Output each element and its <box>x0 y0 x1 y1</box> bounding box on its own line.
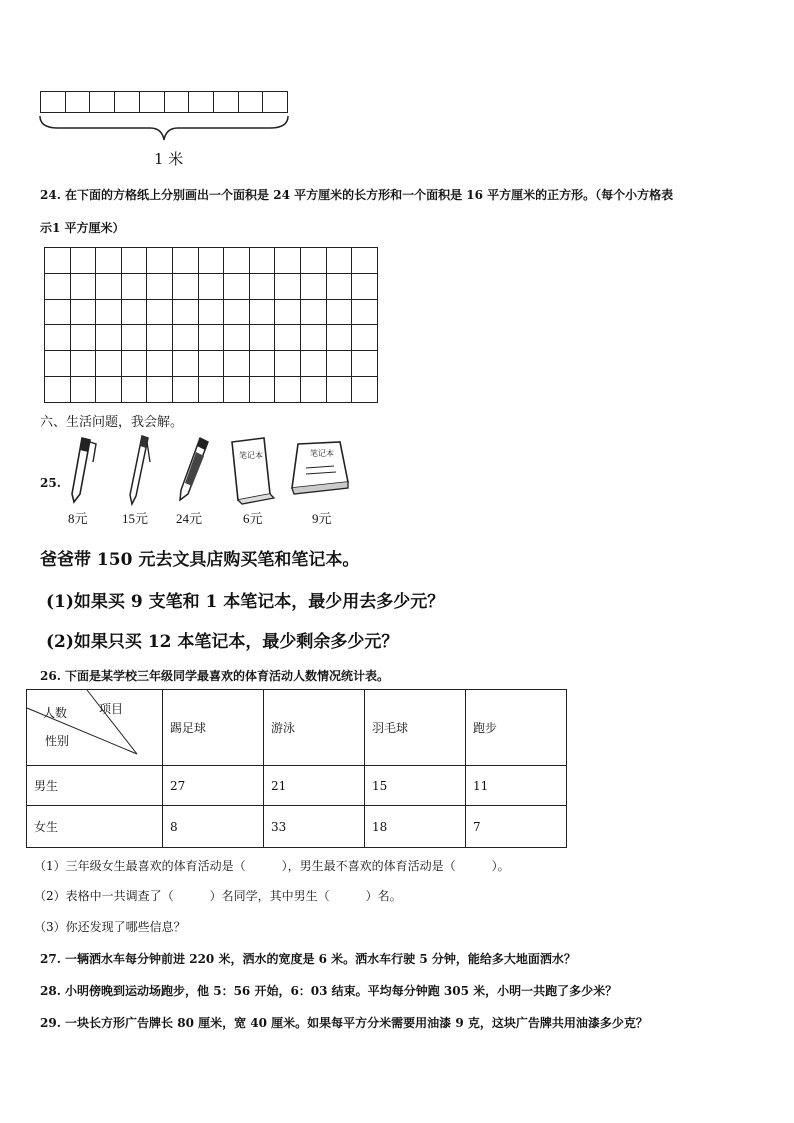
q28-text: 28. 小明傍晚到运动场跑步，他 5：56 开始，6：03 结束。平均每分钟跑 305 米，小明一共跑了多少米？ <box>40 984 618 998</box>
header-cell: 游泳 <box>264 690 365 766</box>
q25-intro: 爸爸带 150 元去文具店购买笔和笔记本。 <box>40 550 360 570</box>
corner-people: 人数 <box>43 706 68 720</box>
grid-cell <box>327 351 353 377</box>
q27-text: 27. 一辆洒水车每分钟前进 220 米，洒水的宽度是 6 米。洒水车行驶 5 分钟，能给多大地面洒水？ <box>40 952 576 966</box>
grid-cell <box>275 248 301 274</box>
grid-cell <box>301 351 327 377</box>
grid-cell <box>96 325 122 351</box>
row-label: 男生 <box>27 766 163 806</box>
grid-cell <box>173 274 199 300</box>
pen-3-icon <box>170 432 214 508</box>
table-cell: 8 <box>163 806 264 848</box>
grid-cell <box>96 274 122 300</box>
row-label: 女生 <box>27 806 163 848</box>
grid-cell <box>275 325 301 351</box>
q26-sub2: （2）表格中一共调查了（ ）名同学，其中男生（ ）名。 <box>34 889 402 903</box>
grid-cell <box>275 300 301 326</box>
table-cell: 11 <box>466 766 567 806</box>
notebook-2-text: 笔记本 <box>310 449 334 458</box>
q26-sub3: （3）你还发现了哪些信息？ <box>34 920 186 934</box>
grid-cell <box>96 248 122 274</box>
q29-text: 29. 一块长方形广告牌长 80 厘米，宽 40 厘米。如果每平方分米需要用油漆 9 克，这块广告牌共用油漆多少克？ <box>40 1016 648 1030</box>
grid-cell <box>147 377 173 403</box>
table-cell: 27 <box>163 766 264 806</box>
grid-cell <box>71 274 97 300</box>
grid-cell <box>301 377 327 403</box>
grid-cell <box>250 325 276 351</box>
grid-cell <box>327 248 353 274</box>
grid-cell <box>301 248 327 274</box>
notebook-1-text: 笔记本 <box>239 451 263 460</box>
grid-cell <box>173 377 199 403</box>
corner-cell <box>27 690 163 766</box>
grid-cell <box>224 377 250 403</box>
grid-cell <box>352 300 378 326</box>
grid-cell <box>71 248 97 274</box>
grid-cell <box>122 274 148 300</box>
grid-cell <box>122 325 148 351</box>
grid-cell <box>147 248 173 274</box>
grid-cell <box>122 300 148 326</box>
grid-cell <box>224 248 250 274</box>
sports-stat-table <box>26 689 567 848</box>
grid-cell <box>327 274 353 300</box>
table-cell: 7 <box>466 806 567 848</box>
grid-cell <box>275 351 301 377</box>
ruler-strip <box>40 91 288 113</box>
grid-cell <box>45 274 71 300</box>
table-row <box>27 766 567 806</box>
header-cell: 踢足球 <box>163 690 264 766</box>
header-cell: 跑步 <box>466 690 567 766</box>
grid-cell <box>71 351 97 377</box>
price-pen-2: 15元 <box>122 511 149 526</box>
grid-cell <box>45 377 71 403</box>
grid-cell <box>71 325 97 351</box>
grid-cell <box>122 351 148 377</box>
price-notebook-2: 9元 <box>312 511 332 526</box>
notebook-2-icon <box>286 438 350 500</box>
grid-cell <box>96 377 122 403</box>
price-pen-1: 8元 <box>68 511 88 526</box>
grid-cell <box>147 325 173 351</box>
grid-cell <box>301 274 327 300</box>
grid-cell <box>71 300 97 326</box>
corner-item: 项目 <box>99 702 124 716</box>
square-grid <box>44 247 378 403</box>
grid-cell <box>45 351 71 377</box>
grid-cell <box>45 325 71 351</box>
header-cell: 羽毛球 <box>365 690 466 766</box>
table-row <box>27 806 567 848</box>
grid-cell <box>147 351 173 377</box>
section-6-title: 六、生活问题，我会解。 <box>40 415 184 430</box>
grid-cell <box>224 300 250 326</box>
grid-cell <box>173 300 199 326</box>
grid-cell <box>224 325 250 351</box>
corner-gender: 性别 <box>45 734 70 748</box>
grid-cell <box>122 377 148 403</box>
table-cell: 21 <box>264 766 365 806</box>
grid-cell <box>96 300 122 326</box>
grid-cell <box>327 300 353 326</box>
pen-2-icon <box>120 432 160 508</box>
grid-cell <box>301 300 327 326</box>
grid-cell <box>275 377 301 403</box>
grid-cell <box>199 351 225 377</box>
grid-cell <box>199 274 225 300</box>
q26-title: 26. 下面是某学校三年级同学最喜欢的体育活动人数情况统计表。 <box>40 669 390 683</box>
price-notebook-1: 6元 <box>243 511 263 526</box>
q25-number: 25. <box>40 476 61 490</box>
q25-sub2: (2)如果只买 12 本笔记本，最少剩余多少元？ <box>46 632 399 652</box>
pen-1-icon <box>60 432 102 508</box>
ruler-label: 1 米 <box>154 150 184 168</box>
grid-cell <box>199 325 225 351</box>
q24-line1: 24. 在下面的方格纸上分别画出一个面积是 24 平方厘米的长方形和一个面积是 16 平方厘米的正方形。（每个小方格表 <box>40 188 674 202</box>
table-cell: 15 <box>365 766 466 806</box>
grid-cell <box>352 248 378 274</box>
grid-cell <box>250 274 276 300</box>
grid-cell <box>250 351 276 377</box>
grid-cell <box>45 248 71 274</box>
grid-cell <box>352 351 378 377</box>
q25-sub1: (1)如果买 9 支笔和 1 本笔记本，最少用去多少元？ <box>46 592 445 612</box>
grid-cell <box>173 351 199 377</box>
grid-cell <box>301 325 327 351</box>
q24-line2: 示1 平方厘米） <box>40 221 125 235</box>
grid-cell <box>173 325 199 351</box>
corner-diagonal-lines <box>27 690 169 766</box>
grid-cell <box>199 248 225 274</box>
grid-cell <box>71 377 97 403</box>
notebook-1-icon <box>228 436 276 506</box>
grid-cell <box>199 300 225 326</box>
grid-cell <box>327 325 353 351</box>
grid-cell <box>275 274 301 300</box>
grid-cell <box>250 377 276 403</box>
grid-cell <box>147 300 173 326</box>
grid-cell <box>173 248 199 274</box>
table-cell: 33 <box>264 806 365 848</box>
q26-sub1: （1）三年级女生最喜欢的体育活动是（ ），男生最不喜欢的体育活动是（ ）。 <box>34 859 510 873</box>
table-cell: 18 <box>365 806 466 848</box>
grid-cell <box>352 325 378 351</box>
grid-cell <box>352 377 378 403</box>
grid-cell <box>224 351 250 377</box>
grid-cell <box>352 274 378 300</box>
brace-icon <box>38 114 292 144</box>
price-pen-3: 24元 <box>176 511 203 526</box>
grid-cell <box>250 248 276 274</box>
grid-cell <box>45 300 71 326</box>
grid-cell <box>96 351 122 377</box>
grid-cell <box>224 274 250 300</box>
grid-cell <box>199 377 225 403</box>
grid-cell <box>250 300 276 326</box>
grid-cell <box>147 274 173 300</box>
grid-cell <box>327 377 353 403</box>
grid-cell <box>122 248 148 274</box>
